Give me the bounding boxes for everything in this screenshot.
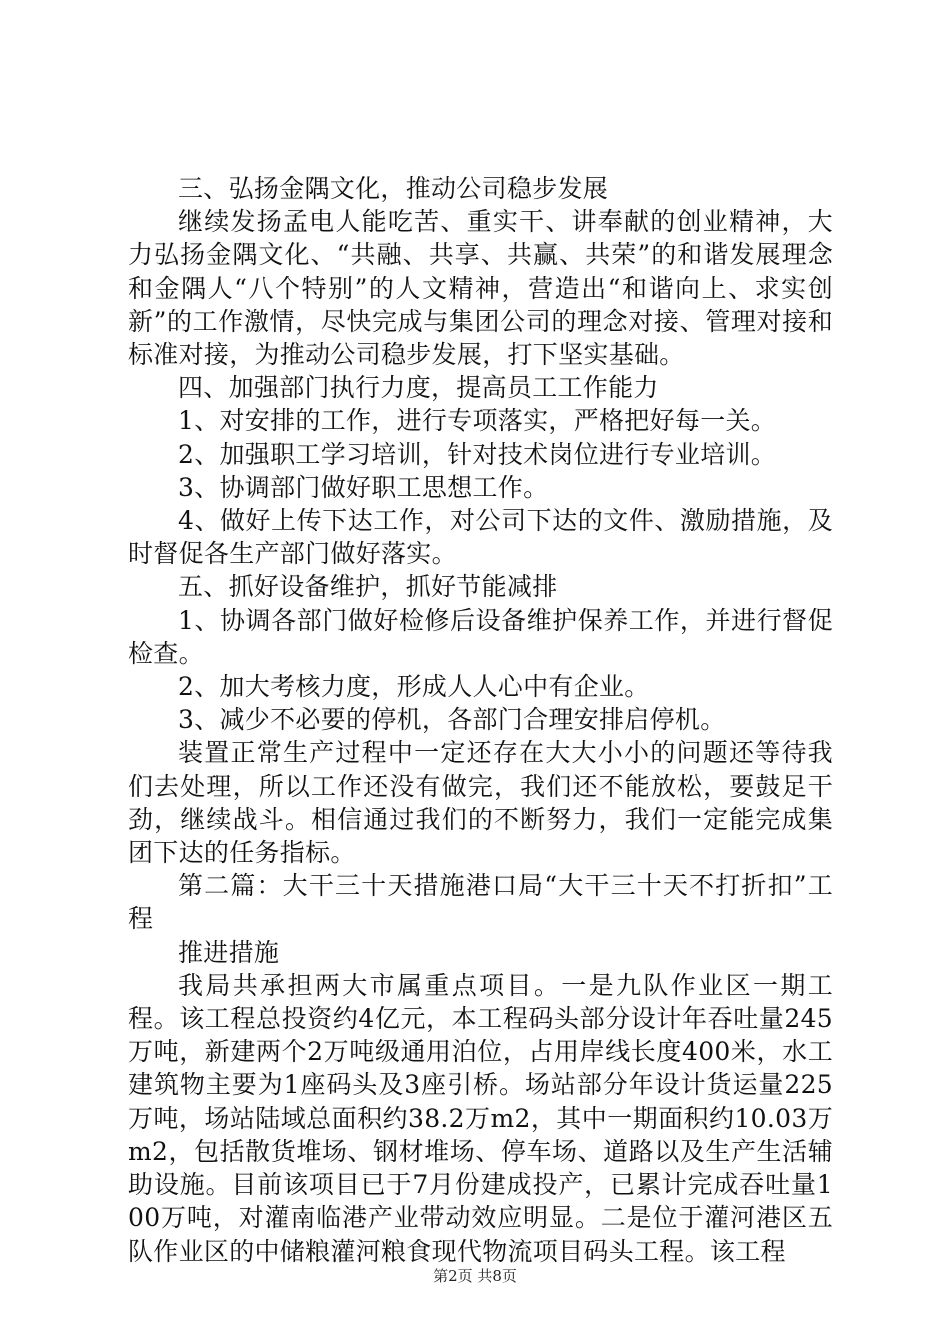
paragraph-conclusion: 装置正常生产过程中一定还存在大大小小的问题还等待我们去处理，所以工作还没有做完，我们还不能放松，要鼓足干劲，继续战斗。相信通过我们的不断努力，我们一定能完成集团下达的任务指标。 <box>128 738 833 868</box>
list-item-5-1: 1、协调各部门做好检修后设备维护保养工作，并进行督促检查。 <box>128 605 833 668</box>
document-body <box>128 172 833 1268</box>
subheading-measures: 推进措施 <box>178 937 280 967</box>
section-heading-5: 五、抓好设备维护，抓好节能减排 <box>178 572 558 602</box>
section-heading-4: 四、加强部门执行力度，提高员工工作能力 <box>178 373 659 403</box>
page-footer: 第2页 共8页 <box>433 1267 517 1285</box>
list-item-4-2: 2、加强职工学习培训，针对技术岗位进行专业培训。 <box>178 439 777 469</box>
article-title: 第二篇：大干三十天措施港口局“大干三十天不打折扣”工程 <box>128 871 833 934</box>
paragraph-culture: 继续发扬孟电人能吃苦、重实干、讲奉献的创业精神，大力弘扬金隅文化、“共融、共享、共赢、共荣”的和谐发展理念和金隅人“八个特别”的人文精神，营造出“和谐向上、求实创新”的工作激情，尽快完成与集团公司的理念对接、管理对接和标准对接，为推动公司稳步发展，打下坚实基础。 <box>128 207 833 370</box>
list-item-5-2: 2、加大考核力度，形成人人心中有企业。 <box>178 672 650 702</box>
paragraph-projects: 我局共承担两大市属重点项目。一是九队作业区一期工程。该工程总投资约4亿元，本工程码头部分设计年吞吐量245万吨，新建两个2万吨级通用泊位，占用岸线长度400米，水工建筑物主要为1座码头及3座引桥。场站部分年设计货运量225万吨，场站陆域总面积约38.2万m2，其中一期面积约10.03万m2，包括散货堆场、钢材堆场、停车场、道路以及生产生活辅助设施。目前该项目已于7月份建成投产，已累计完成吞吐量100万吨，对灌南临港产业带动效应明显。二是位于灌河港区五队作业区的中储粮灌河粮食现代物流项目码头工程。该工程 <box>128 970 833 1266</box>
list-item-4-1: 1、对安排的工作，进行专项落实，严格把好每一关。 <box>178 406 777 436</box>
list-item-4-4: 4、做好上传下达工作，对公司下达的文件、激励措施，及时督促各生产部门做好落实。 <box>128 506 833 569</box>
section-heading-3: 三、弘扬金隅文化，推动公司稳步发展 <box>178 174 609 203</box>
list-item-4-3: 3、协调部门做好职工思想工作。 <box>178 472 549 502</box>
list-item-5-3: 3、减少不必要的停机，各部门合理安排启停机。 <box>178 705 726 735</box>
